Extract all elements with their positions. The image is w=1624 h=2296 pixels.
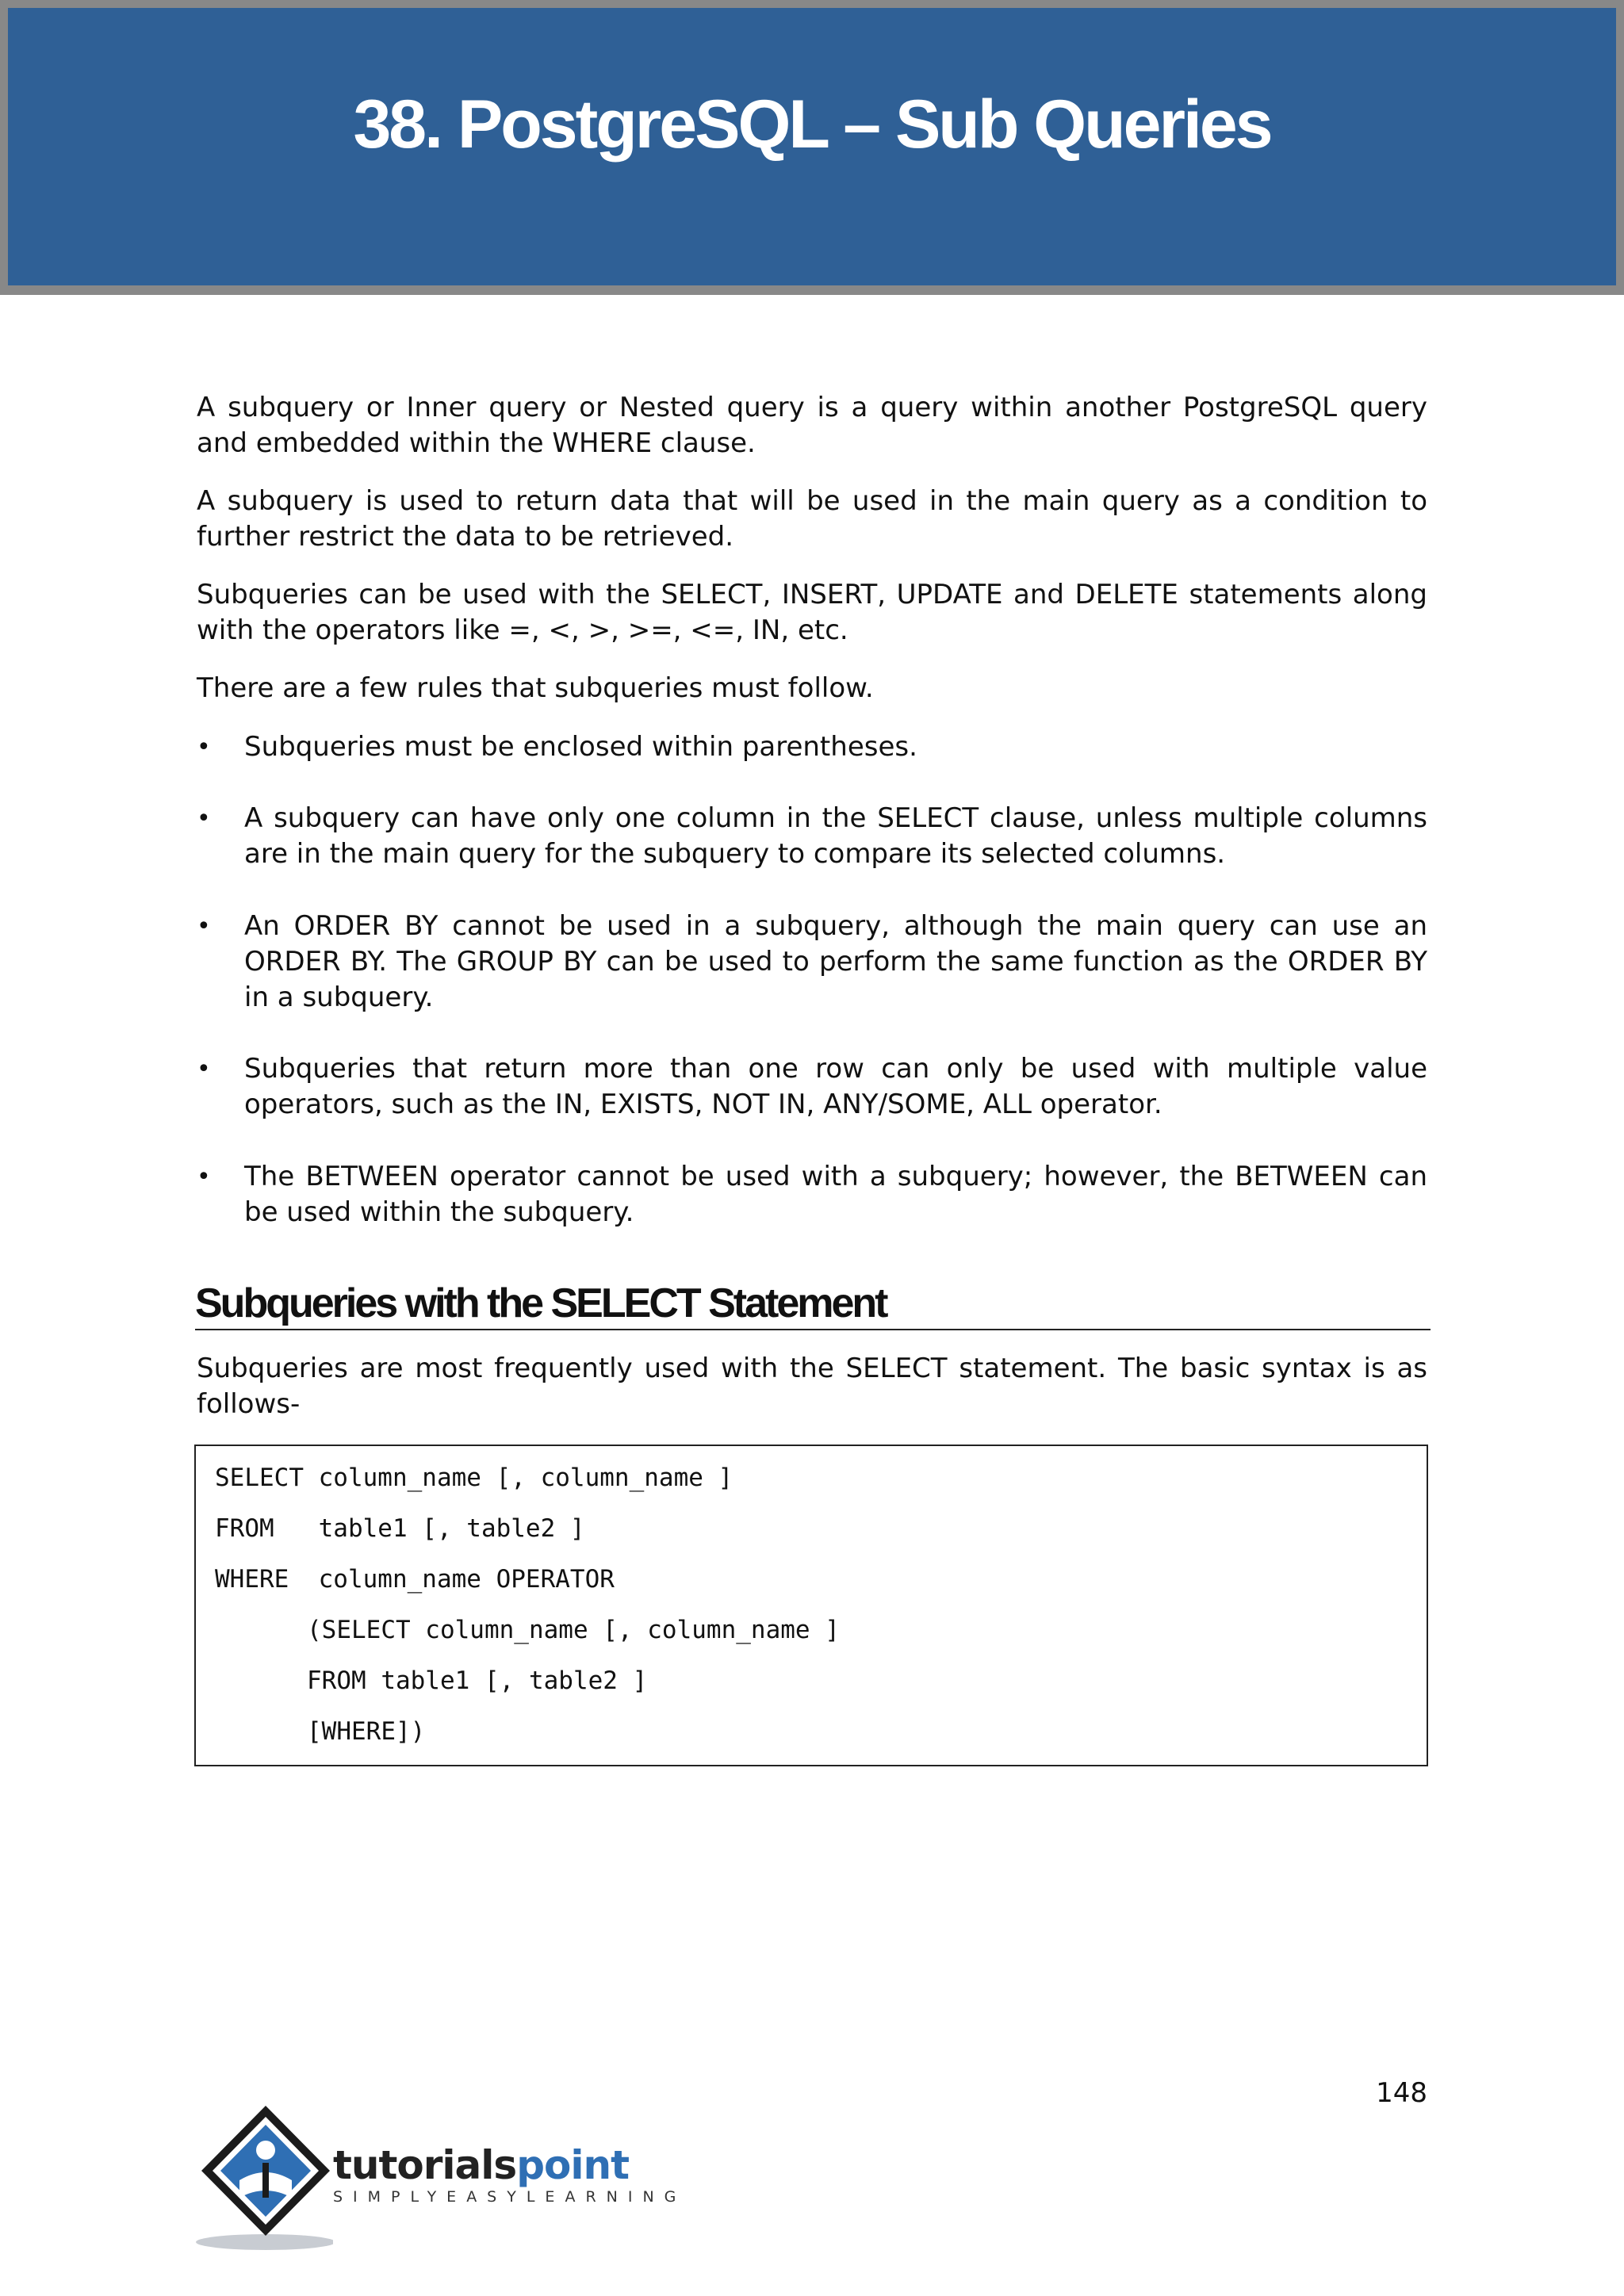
tutorialspoint-logo-icon xyxy=(190,2101,333,2252)
intro-paragraph-4: There are a few rules that subqueries must follow. xyxy=(197,672,874,704)
rule-item-2 xyxy=(197,801,1427,872)
code-line-2: FROM table1 [, table2 ] xyxy=(215,1514,585,1543)
bullet-icon: • xyxy=(197,733,211,761)
chapter-banner xyxy=(0,0,1624,295)
code-line-4: (SELECT column_name [, column_name ] xyxy=(307,1616,840,1644)
intro-paragraph-1: A subquery or Inner query or Nested query is a query within another PostgreSQL query and embedded within the WHERE clause. xyxy=(197,392,1427,459)
bullet-icon: • xyxy=(197,1163,211,1191)
code-line-6: [WHERE]) xyxy=(307,1717,426,1746)
bullet-icon: • xyxy=(197,913,211,940)
rule-text: The BETWEEN operator cannot be used with a subquery; however, the BETWEEN can be used within the subquery. xyxy=(244,1161,1427,1228)
rule-text: A subquery can have only one column in the SELECT clause, unless multiple columns are in the main query for the subquery to compare its selected columns. xyxy=(244,802,1427,870)
rule-item-5 xyxy=(197,1159,1427,1230)
code-line-1: SELECT column_name [, column_name ] xyxy=(215,1464,733,1492)
bullet-icon: • xyxy=(197,805,211,832)
logo-word-tutorials: tutorials xyxy=(333,2142,517,2188)
intro-paragraph-3: Subqueries can be used with the SELECT, INSERT, UPDATE and DELETE statements along with the operators like =, <, >, >=, <=, IN, etc. xyxy=(197,579,1427,646)
rule-text: Subqueries must be enclosed within parentheses. xyxy=(244,731,917,763)
rule-item-1 xyxy=(197,729,1427,765)
logo-tagline: SIMPLYEASYLEARNING xyxy=(333,2188,687,2206)
section-heading: Subqueries with the SELECT Statement xyxy=(195,1280,1431,1330)
chapter-title: 38. PostgreSQL – Sub Queries xyxy=(353,86,1271,163)
code-line-3: WHERE column_name OPERATOR xyxy=(215,1565,615,1594)
rule-item-3 xyxy=(197,909,1427,1016)
rule-text: Subqueries that return more than one row can only be used with multiple value operators, such as the IN, EXISTS, NOT IN, ANY/SOME, ALL operator. xyxy=(244,1053,1427,1120)
logo-wordmark xyxy=(333,2142,629,2188)
section-paragraph: Subqueries are most frequently used with the SELECT statement. The basic syntax is as follows- xyxy=(197,1353,1427,1420)
page-number: 148 xyxy=(1376,2077,1427,2109)
bullet-icon: • xyxy=(197,1055,211,1083)
rule-item-4 xyxy=(197,1051,1427,1123)
logo-word-point: point xyxy=(516,2142,629,2188)
code-line-5: FROM table1 [, table2 ] xyxy=(307,1667,648,1695)
rule-text: An ORDER BY cannot be used in a subquery, although the main query can use an ORDER BY. The GROUP BY can be used to perform the same function as the ORDER BY in a subquery. xyxy=(244,910,1427,1013)
intro-paragraph-2: A subquery is used to return data that will be used in the main query as a condition to further restrict the data to be retrieved. xyxy=(197,485,1427,553)
code-block xyxy=(194,1445,1428,1766)
